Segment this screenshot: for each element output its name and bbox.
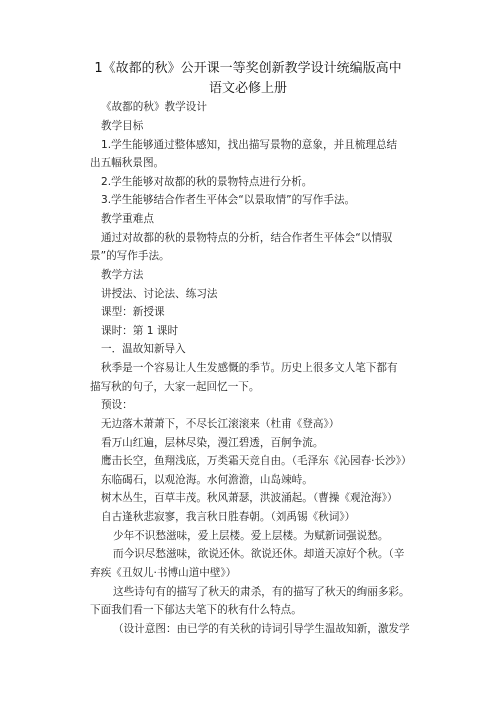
document-title-line-2: 语文必修上册 xyxy=(208,81,287,96)
section-heading-goals: 教学目标 xyxy=(101,120,144,132)
paragraph-line: 秋季是一个容易让人生发感慨的季节。历史上很多文人笔下都有 xyxy=(101,362,398,374)
section-heading-methods: 教学方法 xyxy=(101,269,144,281)
paragraph-line: 这些诗句有的描写了秋天的肃杀，有的描写了秋天的绚丽多彩。 xyxy=(113,586,410,598)
poem-line: 看万山红遍，层林尽染，漫江碧透，百舸争流。 xyxy=(101,437,324,449)
paragraph-line: 出五幅秋景图。 xyxy=(90,157,165,169)
paragraph-line: 通过对故都的秋的景物特点的分析，结合作者生平体会“以情驭 xyxy=(101,232,393,244)
paragraph-line: 课型：新授课 xyxy=(101,306,165,318)
paragraph-line: （设计意图：由已学的有关秋的诗词引导学生温故知新，激发学 xyxy=(113,623,410,635)
poem-line: 东临碣石，以观沧海。水何澹澹，山岛竦峙。 xyxy=(101,474,313,486)
subtitle: 《故都的秋》教学设计 xyxy=(101,101,207,113)
paragraph-line: 描写秋的句子，大家一起回忆一下。 xyxy=(90,381,260,393)
paragraph-line: 下面我们看一下郁达夫笔下的秋有什么特点。 xyxy=(90,604,302,616)
poem-line: 少年不识愁滋味，爱上层楼。爱上层楼。为赋新词强说愁。 xyxy=(113,530,389,542)
poem-line: 弃疾《丑奴儿·书博山道中壁》） xyxy=(90,567,237,579)
paragraph-line: 预设： xyxy=(101,399,133,411)
section-heading-key-points: 教学重难点 xyxy=(101,213,154,225)
paragraph-line: 景”的写作手法。 xyxy=(90,250,170,262)
poem-line: 自古逢秋悲寂寥，我言秋日胜春朝。（刘禹锡《秋词》） xyxy=(101,511,356,523)
paragraph-line: 课时：第 1 课时 xyxy=(101,325,179,337)
poem-line: 鹰击长空，鱼翔浅底，万类霜天竞自由。（毛泽东《沁园春·长沙》） xyxy=(101,455,412,467)
document-title-line-1: 1《故都的秋》公开课一等奖创新教学设计统编版高中 xyxy=(94,61,402,76)
section-heading-intro: 一．温故知新导入 xyxy=(101,343,186,355)
paragraph-line: 2.学生能够对故都的秋的景物特点进行分析。 xyxy=(101,176,313,188)
poem-line: 而今识尽愁滋味，欲说还休。欲说还休。却道天凉好个秋。（辛 xyxy=(113,548,405,560)
poem-line: 无边落木萧萧下，不尽长江滚滚来（杜甫《登高》） xyxy=(101,418,340,430)
paragraph-line: 1.学生能够通过整体感知，找出描写景物的意象，并且梳理总结 xyxy=(101,139,398,151)
paragraph-line: 讲授法、讨论法、练习法 xyxy=(101,288,218,300)
paragraph-line: 3.学生能够结合作者生平体会“以景取情”的写作手法。 xyxy=(101,194,356,206)
poem-line: 树木丛生，百草丰茂。秋风萧瑟，洪波涌起。（曹操《观沧海》） xyxy=(101,492,398,504)
